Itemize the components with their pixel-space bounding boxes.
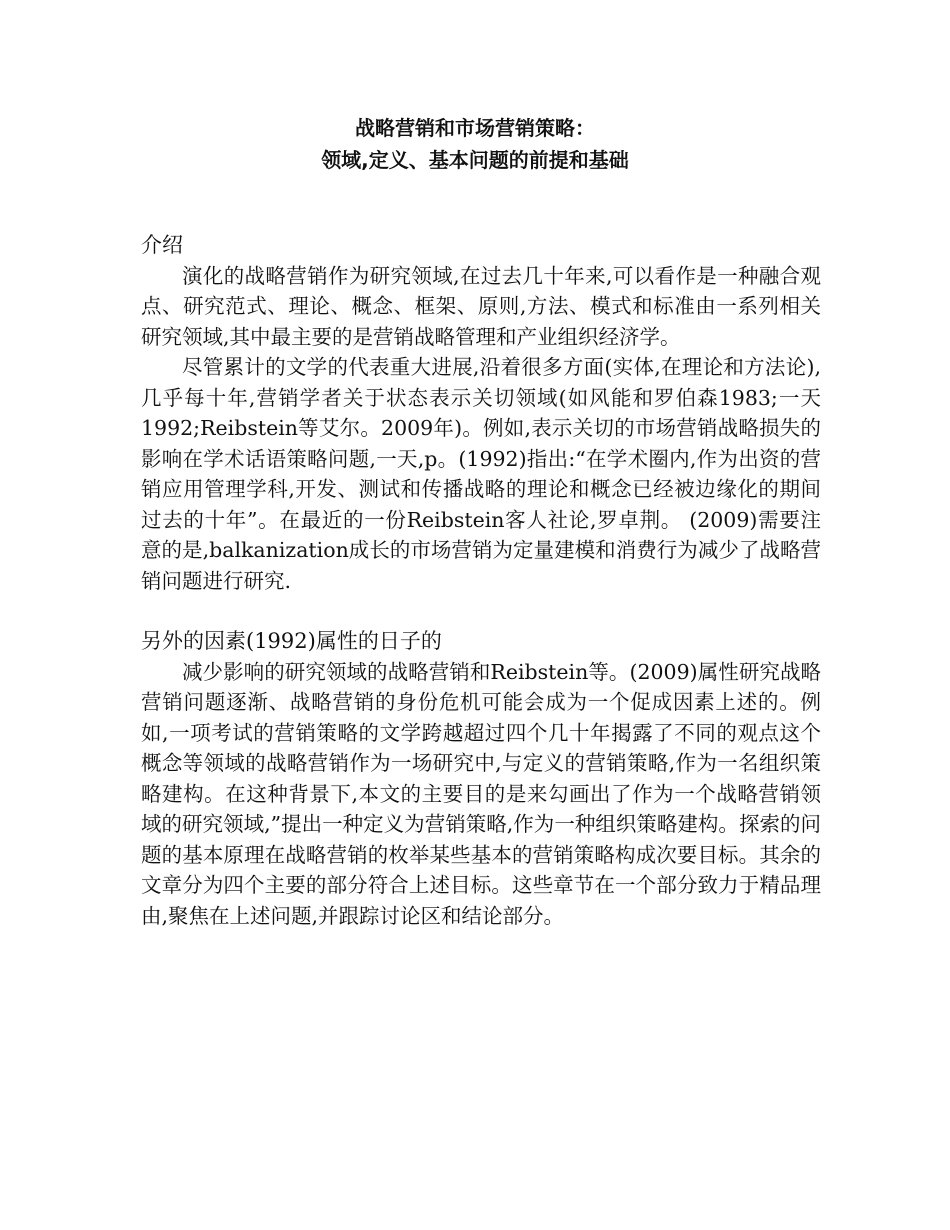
document-title — [0, 112, 950, 176]
section-heading-factors: 另外的因素(1992)属性的日子的 — [141, 629, 442, 653]
title-line-1: 战略营销和市场营销策略： — [355, 116, 595, 140]
title-line-2: 领域,定义、基本问题的前提和基础 — [321, 148, 629, 172]
paragraph-1: 演化的战略营销作为研究领域,在过去几十年来,可以看作是一种融合观点、研究范式、理论、概念、框架、原则,方法、模式和标准由一系列相关研究领域,其中最主要的是营销战略管理和产业组织经济学。 — [141, 263, 821, 349]
paragraph-3: 减少影响的研究领域的战略营销和Reibstein等。(2009)属性研究战略营销问题逐渐、战略营销的身份危机可能会成为一个促成因素上述的。例如,一项考试的营销策略的文学跨越超过四个几十年揭露了不同的观点这个概念等领域的战略营销作为一场研究中,与定义的营销策略,作为一名组织策略建构。在这种背景下,本文的主要目的是来勾画出了作为一个战略营销领域的研究领域,”提出一种定义为营销策略,作为一种组织策略建构。探索的问题的基本原理在战略营销的枚举某些基本的营销策略构成次要目标。其余的文章分为四个主要的部分符合上述目标。这些章节在一个部分致力于精品理由,聚焦在上述问题,并跟踪讨论区和结论部分。 — [141, 659, 821, 928]
section-heading-introduction: 介绍 — [141, 233, 183, 257]
document-body — [141, 230, 821, 931]
paragraph-2: 尽管累计的文学的代表重大进展,沿着很多方面(实体,在理论和方法论),几乎每十年,营销学者关于状态表示关切领域(如风能和罗伯森1983;一天1992;Reibstein等艾尔。2009年)。例如,表示关切的市场营销战略损失的影响在学术话语策略问题,一天,p。(1992)指出:“在学术圈内,作为出资的营销应用管理学科,开发、测试和传播战略的理论和概念已经被边缘化的期间过去的十年”。在最近的一份Reibstein客人社论,罗卓荆。 (2009)需要注意的是,balkanization成长的市场营销为定量建模和消费行为减少了战略营销问题进行研究. — [141, 355, 821, 593]
section-spacer — [141, 596, 821, 626]
